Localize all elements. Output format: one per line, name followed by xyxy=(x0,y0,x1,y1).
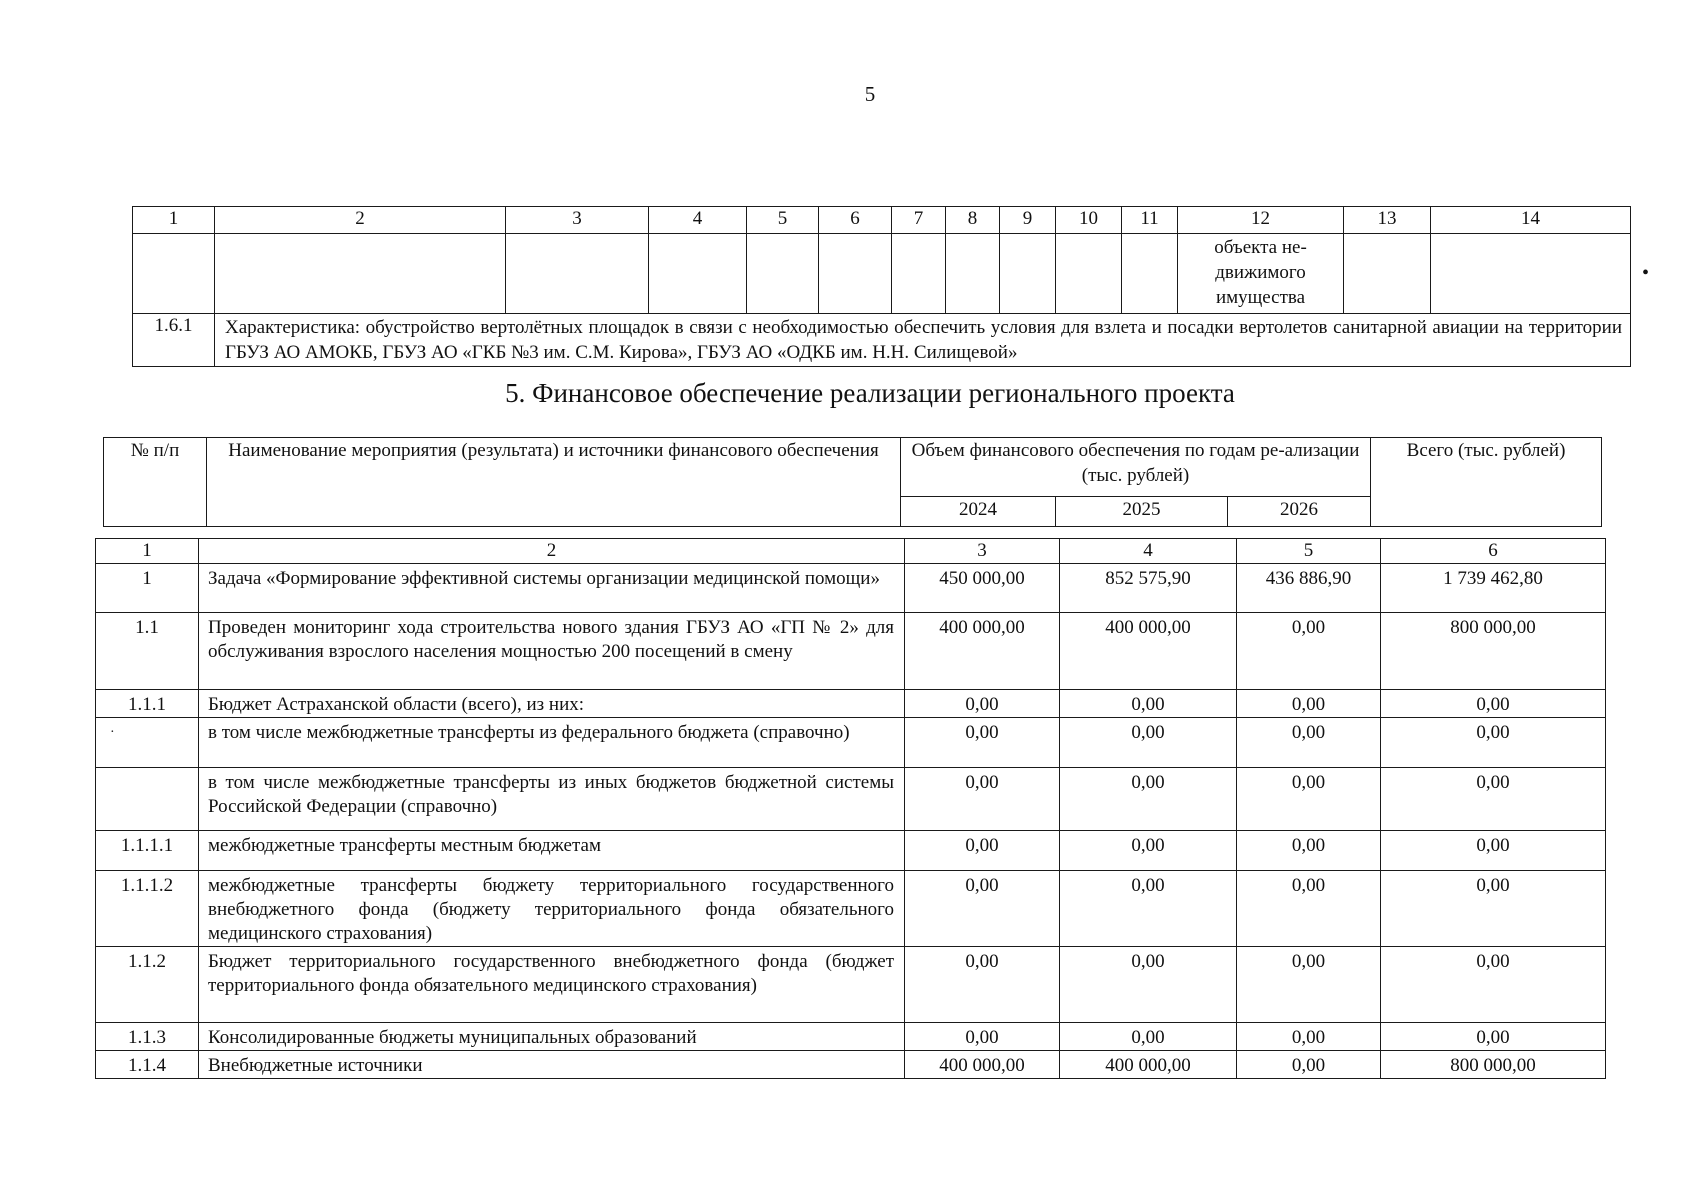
col-number: 2 xyxy=(199,539,905,564)
row-number xyxy=(96,768,199,831)
col-number: 7 xyxy=(892,207,946,234)
column-number-row xyxy=(96,539,1606,564)
table-row xyxy=(96,947,1606,1023)
row-number: 1.1.3 xyxy=(96,1023,199,1051)
value-2024: 0,00 xyxy=(905,1023,1060,1051)
col-number: 12 xyxy=(1178,207,1344,234)
value-total: 0,00 xyxy=(1381,871,1606,947)
header-volume: Объем финансового обеспечения по годам ре-ализации (тыс. рублей) xyxy=(901,438,1371,497)
row-name: Бюджет Астраханской области (всего), из них: xyxy=(199,690,905,718)
col-number: 1 xyxy=(133,207,215,234)
value-total: 1 739 462,80 xyxy=(1381,564,1606,613)
header-year: 2026 xyxy=(1228,497,1371,527)
table-row xyxy=(96,1051,1606,1079)
value-2026: 0,00 xyxy=(1237,871,1381,947)
header-year: 2024 xyxy=(901,497,1056,527)
value-2024: 400 000,00 xyxy=(905,1051,1060,1079)
continued-table xyxy=(132,206,1631,367)
col-number: 13 xyxy=(1344,207,1431,234)
col-number: 1 xyxy=(96,539,199,564)
header-name: Наименование мероприятия (результата) и источники финансового обеспечения xyxy=(207,438,901,527)
row-name: в том числе межбюджетные трансферты из федерального бюджета (справочно) xyxy=(199,718,905,768)
col-number: 6 xyxy=(1381,539,1606,564)
value-2026: 0,00 xyxy=(1237,768,1381,831)
table-row xyxy=(96,768,1606,831)
col-number: 5 xyxy=(747,207,819,234)
value-2024: 0,00 xyxy=(905,768,1060,831)
value-total: 0,00 xyxy=(1381,718,1606,768)
col-number: 6 xyxy=(819,207,892,234)
row-number: 1.1.1.1 xyxy=(96,831,199,871)
value-total: 0,00 xyxy=(1381,947,1606,1023)
table-row xyxy=(96,564,1606,613)
header-year: 2025 xyxy=(1056,497,1228,527)
section-title: 5. Финансовое обеспечение реализации регионального проекта xyxy=(505,378,1235,408)
table-row xyxy=(96,718,1606,768)
row-number: 1.1.4 xyxy=(96,1051,199,1079)
col-number: 5 xyxy=(1237,539,1381,564)
value-2026: 0,00 xyxy=(1237,831,1381,871)
value-total: 800 000,00 xyxy=(1381,613,1606,690)
finance-table-header xyxy=(103,437,1602,527)
page-number: 5 xyxy=(864,82,876,106)
row-name: Бюджет территориального государственного внебюджетного фонда (бюджет территориального фонда обязательного медицинского страхования) xyxy=(199,947,905,1023)
table-row xyxy=(96,613,1606,690)
col-number: 2 xyxy=(215,207,506,234)
value-2026: 0,00 xyxy=(1237,1051,1381,1079)
col-number: 9 xyxy=(1000,207,1056,234)
col-number: 10 xyxy=(1056,207,1122,234)
value-2025: 400 000,00 xyxy=(1060,613,1237,690)
value-2025: 0,00 xyxy=(1060,768,1237,831)
col-number: 11 xyxy=(1122,207,1178,234)
col-number: 3 xyxy=(905,539,1060,564)
continuation-text: объекта не- движимого имущества xyxy=(1178,234,1344,314)
header-total: Всего (тыс. рублей) xyxy=(1371,438,1602,527)
value-total: 0,00 xyxy=(1381,1023,1606,1051)
row-name: Консолидированные бюджеты муниципальных образований xyxy=(199,1023,905,1051)
col-number: 3 xyxy=(506,207,649,234)
col-number: 8 xyxy=(946,207,1000,234)
scan-mark: · xyxy=(110,725,115,740)
col-number: 14 xyxy=(1431,207,1631,234)
value-2025: 400 000,00 xyxy=(1060,1051,1237,1079)
value-2025: 0,00 xyxy=(1060,871,1237,947)
col-number: 4 xyxy=(649,207,747,234)
table-row xyxy=(96,831,1606,871)
value-2026: 0,00 xyxy=(1237,1023,1381,1051)
scan-mark: • xyxy=(1642,262,1650,284)
row-number: 1.1.1 xyxy=(96,690,199,718)
value-2024: 0,00 xyxy=(905,831,1060,871)
value-total: 0,00 xyxy=(1381,768,1606,831)
row-number: 1.6.1 xyxy=(133,314,215,367)
finance-table xyxy=(95,538,1606,1079)
value-total: 0,00 xyxy=(1381,831,1606,871)
col-number: 4 xyxy=(1060,539,1237,564)
row-name: Задача «Формирование эффективной системы организации медицинской помощи» xyxy=(199,564,905,613)
value-2025: 0,00 xyxy=(1060,1023,1237,1051)
table-row xyxy=(96,690,1606,718)
value-2024: 400 000,00 xyxy=(905,613,1060,690)
row-name: Внебюджетные источники xyxy=(199,1051,905,1079)
value-2024: 0,00 xyxy=(905,718,1060,768)
value-2026: 0,00 xyxy=(1237,690,1381,718)
table-row xyxy=(96,1023,1606,1051)
value-2025: 0,00 xyxy=(1060,690,1237,718)
value-2026: 436 886,90 xyxy=(1237,564,1381,613)
row-name: Проведен мониторинг хода строительства нового здания ГБУЗ АО «ГП № 2» для обслуживания взрослого населения мощностью 200 посещений в смену xyxy=(199,613,905,690)
value-2025: 0,00 xyxy=(1060,831,1237,871)
row-number: 1.1 xyxy=(96,613,199,690)
value-2025: 0,00 xyxy=(1060,718,1237,768)
row-description: Характеристика: обустройство вертолётных площадок в связи с необходимостью обеспечить условия для взлета и посадки вертолетов санитарной авиации на территории ГБУЗ АО АМОКБ, ГБУЗ АО «ГКБ №3 им. С.М. Кирова», ГБУЗ АО «ОДКБ им. Н.Н. Силищевой» xyxy=(215,314,1631,367)
value-total: 0,00 xyxy=(1381,690,1606,718)
row-number: 1.1.1.2 xyxy=(96,871,199,947)
value-2024: 0,00 xyxy=(905,871,1060,947)
row-number: 1 xyxy=(96,564,199,613)
value-2025: 852 575,90 xyxy=(1060,564,1237,613)
continuation-row xyxy=(133,234,1631,314)
header-num: № п/п xyxy=(104,438,207,527)
value-2026: 0,00 xyxy=(1237,613,1381,690)
value-total: 800 000,00 xyxy=(1381,1051,1606,1079)
row-number: 1.1.2 xyxy=(96,947,199,1023)
value-2026: 0,00 xyxy=(1237,947,1381,1023)
value-2024: 0,00 xyxy=(905,947,1060,1023)
value-2024: 450 000,00 xyxy=(905,564,1060,613)
row-name: в том числе межбюджетные трансферты из иных бюджетов бюджетной системы Российской Федерации (справочно) xyxy=(199,768,905,831)
table-row xyxy=(96,871,1606,947)
table-row xyxy=(133,314,1631,367)
row-name: межбюджетные трансферты местным бюджетам xyxy=(199,831,905,871)
value-2026: 0,00 xyxy=(1237,718,1381,768)
row-name: межбюджетные трансферты бюджету территориального государственного внебюджетного фонда (бюджету территориального фонда обязательного медицинского страхования) xyxy=(199,871,905,947)
column-number-row xyxy=(133,207,1631,234)
value-2024: 0,00 xyxy=(905,690,1060,718)
value-2025: 0,00 xyxy=(1060,947,1237,1023)
